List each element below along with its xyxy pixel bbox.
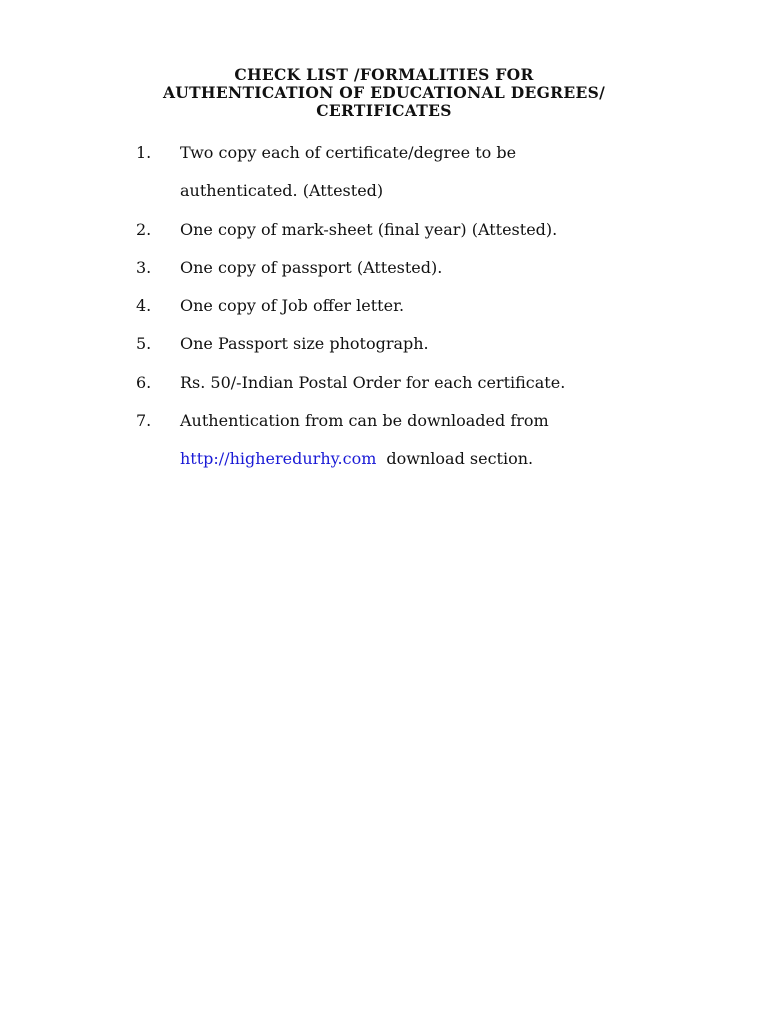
list-item-text: One copy of passport (Attested). [180,257,443,277]
list-item-1-continuation [0,179,768,217]
list-item-text: One copy of mark-sheet (final year) (Attested). [180,219,558,239]
list-item-6 [0,371,768,409]
document-title [0,66,768,120]
title-line-1: CHECK LIST /FORMALITIES FOR [234,65,534,84]
list-item-number: 6. [136,372,152,392]
checklist [0,141,768,486]
list-item-text: One Passport size photograph. [180,334,429,354]
list-item-number: 2. [136,219,152,239]
list-item-text: authenticated. (Attested) [180,181,384,201]
list-item-2 [0,218,768,256]
list-item-text: One copy of Job offer letter. [180,296,405,316]
list-item-number: 1. [136,143,152,162]
list-item-text: Two copy each of certificate/degree to be [180,143,517,162]
list-item-4 [0,294,768,332]
list-item-7-continuation [0,447,768,485]
title-line-2: AUTHENTICATION OF EDUCATIONAL DEGREES/ [162,83,606,102]
list-item-text: Authentication from can be downloaded from [180,411,549,431]
list-item-text: Rs. 50/-Indian Postal Order for each certificate. [180,372,566,392]
list-item-1 [0,141,768,179]
link-suffix-text: download section. [386,449,534,469]
list-item-3 [0,256,768,294]
list-item-number: 5. [136,334,152,354]
title-line-3: CERTIFICATES [316,101,452,120]
list-item-number: 7. [136,411,152,431]
list-item-text-with-link [180,447,533,471]
download-site-link[interactable]: http://higheredurhy.com [180,449,377,469]
list-item-number: 4. [136,296,152,316]
list-item-number: 3. [136,257,152,277]
list-item-5 [0,332,768,370]
list-item-7 [0,409,768,447]
